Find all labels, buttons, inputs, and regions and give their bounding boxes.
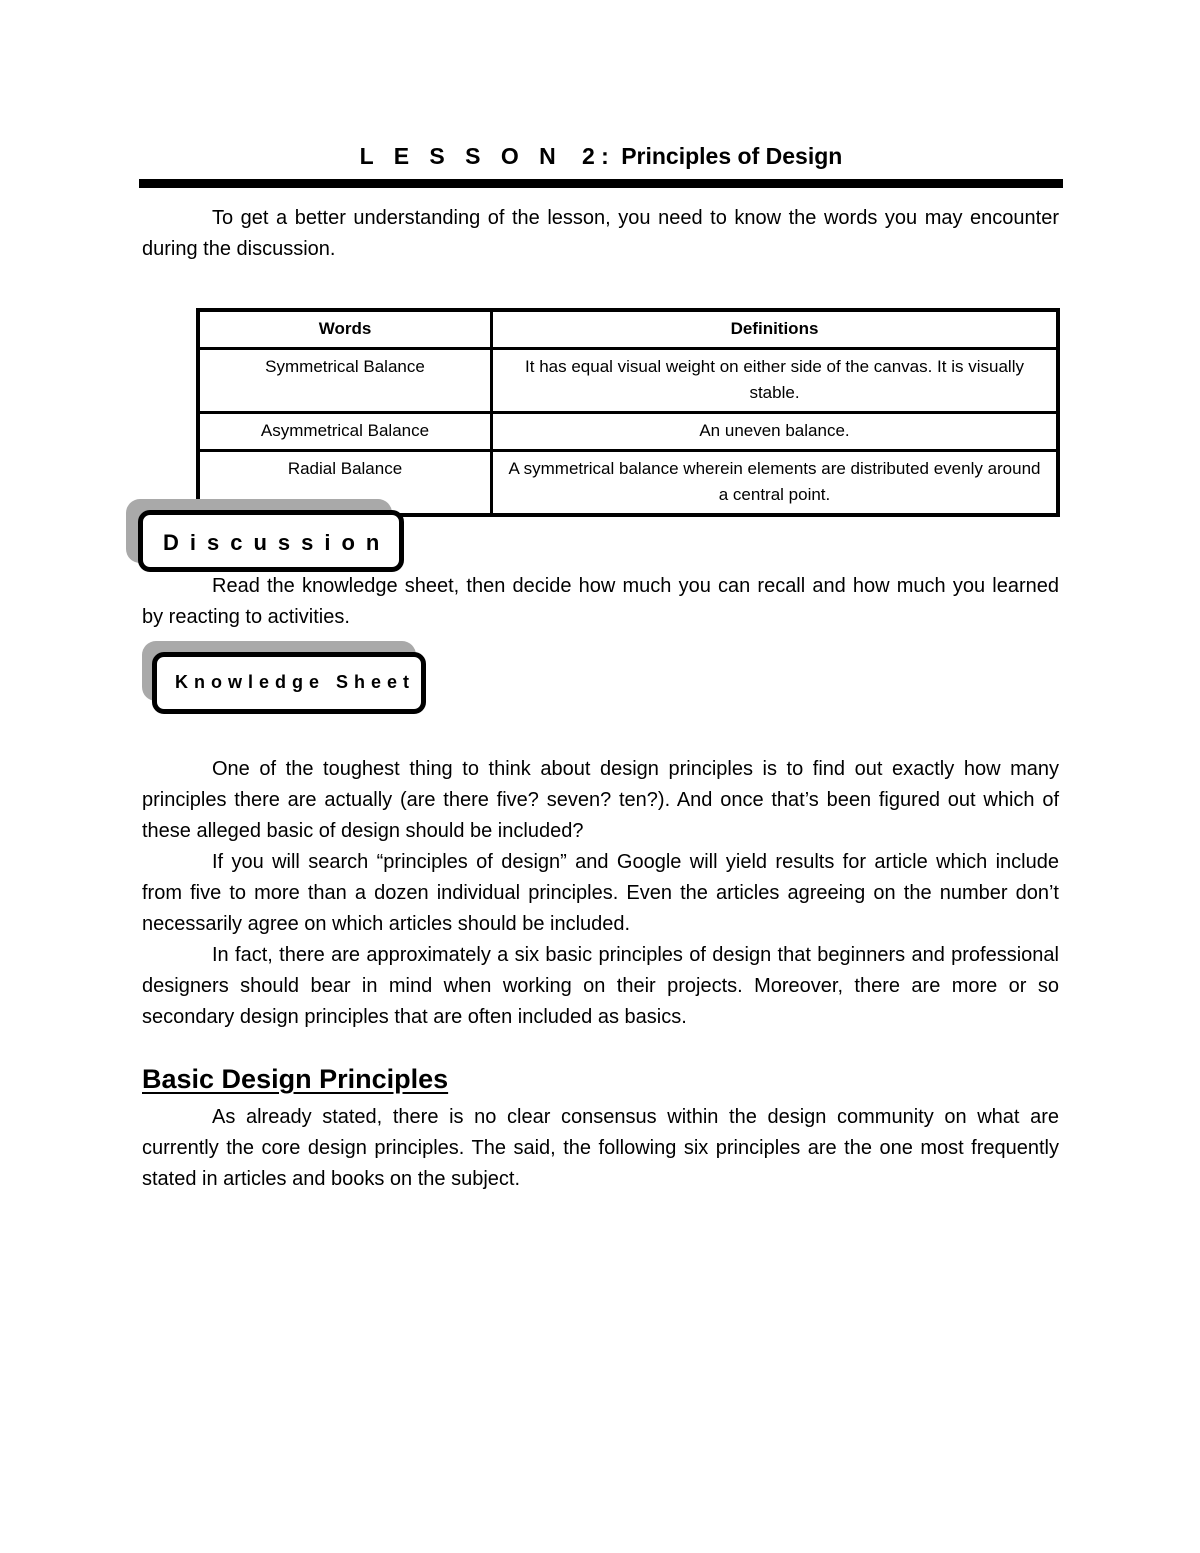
basic-principles-heading: Basic Design Principles <box>142 1064 449 1094</box>
knowledge-sheet-body <box>142 754 1059 1033</box>
knowledge-paragraph: If you will search “principles of design” and Google will yield results for article which include from five to more than a dozen individual principles. Even the articles agreeing on the number don’t necessarily agree on which articles should be included. <box>142 851 1059 935</box>
discussion-label: Discussion <box>138 510 404 572</box>
lesson-number: 2 <box>581 143 595 169</box>
basic-principles-paragraph: As already stated, there is no clear consensus within the design community on what are currently the core design principles. The said, the following six principles are the one most frequently stated in articles and books on the subject. <box>142 1106 1059 1190</box>
knowledge-paragraph: One of the toughest thing to think about design principles is to find out exactly how many principles there are actually (are there five? seven? ten?). And once that’s been figured out which of these alleged basic of design should be included? <box>142 758 1059 842</box>
definition-cell: A symmetrical balance wherein elements are distributed evenly around a central point. <box>492 451 1059 516</box>
table-row <box>198 413 1058 451</box>
definition-cell: It has equal visual weight on either side of the canvas. It is visually stable. <box>492 349 1059 413</box>
lesson-title <box>140 143 1062 170</box>
header-definitions: Definitions <box>492 310 1059 349</box>
knowledge-paragraph: In fact, there are approximately a six basic principles of design that beginners and professional designers should bear in mind when working on their projects. Moreover, there are more or so secondary design principles that are often included as basics. <box>142 944 1059 1028</box>
table-header-row <box>198 310 1058 349</box>
header-words: Words <box>198 310 492 349</box>
title-divider <box>139 179 1063 188</box>
word-cell: Asymmetrical Balance <box>198 413 492 451</box>
lesson-label: L E S S O N <box>359 143 563 169</box>
definition-cell: An uneven balance. <box>492 413 1059 451</box>
lesson-topic: Principles of Design <box>621 143 843 169</box>
intro-paragraph: To get a better understanding of the lesson, you need to know the words you may encounter during the discussion. <box>142 207 1059 260</box>
word-cell: Symmetrical Balance <box>198 349 492 413</box>
lesson-colon: : <box>601 143 615 169</box>
discussion-paragraph: Read the knowledge sheet, then decide how much you can recall and how much you learned by reacting to activities. <box>142 575 1059 628</box>
vocabulary-table <box>196 308 1060 517</box>
word-cell: Radial Balance <box>198 451 492 516</box>
table-row <box>198 349 1058 413</box>
knowledge-sheet-label: Knowledge Sheet <box>152 652 426 714</box>
